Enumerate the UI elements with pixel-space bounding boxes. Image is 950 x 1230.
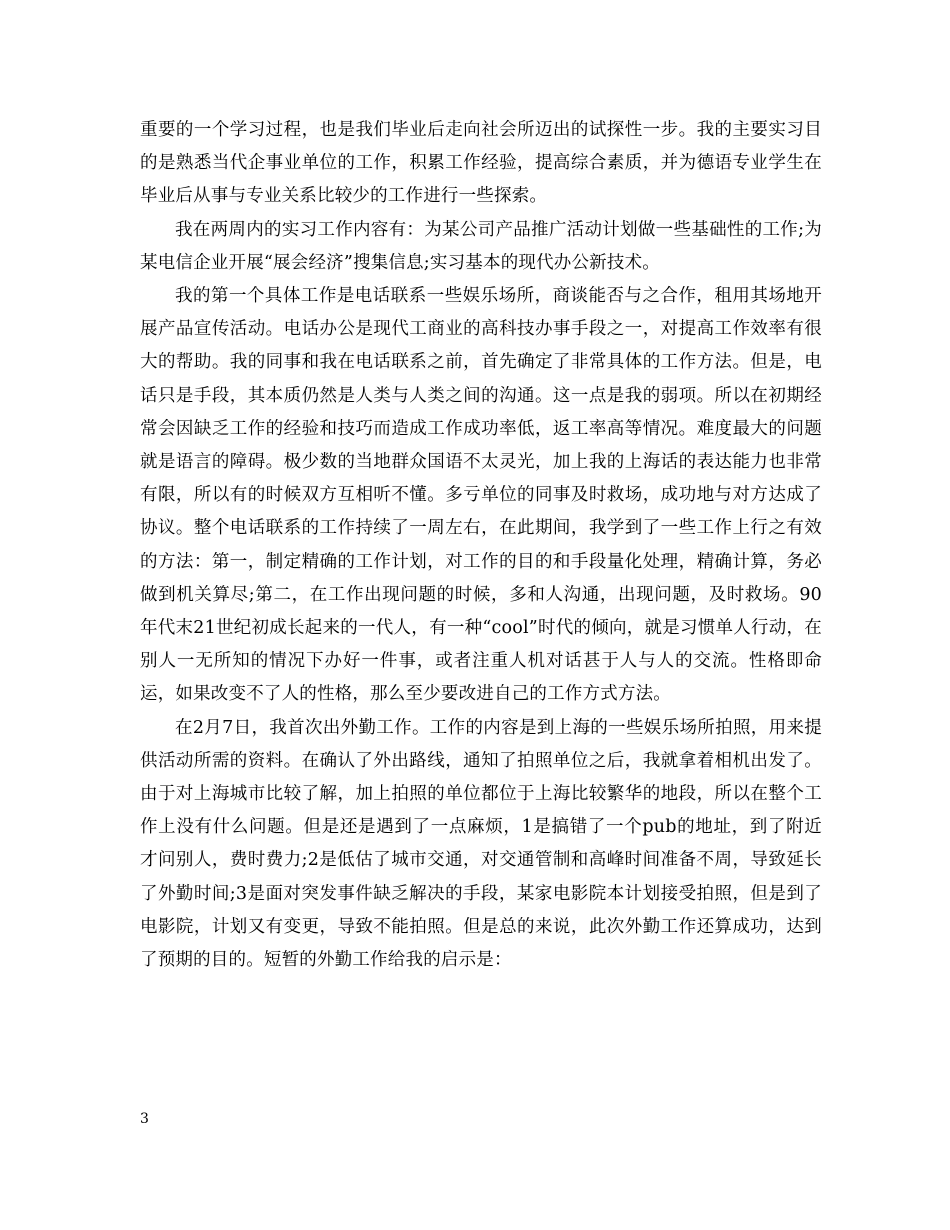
paragraph-4: 在2月7日，我首次出外勤工作。工作的内容是到上海的一些娱乐场所拍照，用来提供活动所需的资料。在确认了外出路线，通知了拍照单位之后，我就拿着相机出发了。由于对上海城市比较了解，加上拍照的单位都位于上海比较繁华的地段，所以在整个工作上没有什么问题。但是还是遇到了一点麻烦，1是搞错了一个pub的地址，到了附近才问别人，费时费力;2是低估了城市交通，对交通管制和高峰时间准备不周，导致延长了外勤时间;3是面对突发事件缺乏解决的手段，某家电影院本计划接受拍照，但是到了电影院，计划又有变更，导致不能拍照。但是总的来说，此次外勤工作还算成功，达到了预期的目的。短暂的外勤工作给我的启示是： (140, 717, 822, 971)
paragraph-3: 我的第一个具体工作是电话联系一些娱乐场所，商谈能否与之合作，租用其场地开展产品宣传活动。电话办公是现代工商业的高科技办事手段之一，对提高工作效率有很大的帮助。我的同事和我在电话联系之前，首先确定了非常具体的工作方法。但是，电话只是手段，其本质仍然是人类与人类之间的沟通。这一点是我的弱项。所以在初期经常会因缺乏工作的经验和技巧而造成工作成功率低，返工率高等情况。难度最大的问题就是语言的障碍。极少数的当地群众国语不太灵光，加上我的上海话的表达能力也非常有限，所以有的时候双方互相听不懂。多亏单位的同事及时救场，成功地与对方达成了协议。整个电话联系的工作持续了一周左右，在此期间，我学到了一些工作上行之有效的方法：第一，制定精确的工作计划，对工作的目的和手段量化处理，精确计算，务必做到机关算尽;第二，在工作出现问题的时候，多和人沟通，出现问题，及时救场。90年代末21世纪初成长起来的一代人，有一种“cool”时代的倾向，就是习惯单人行动，在别人一无所知的情况下办好一件事，或者注重人机对话甚于人与人的交流。性格即命运，如果改变不了人的性格，那么至少要改进自己的工作方式方法。 (140, 286, 822, 705)
body-text (140, 114, 822, 977)
paragraph-2: 我在两周内的实习工作内容有：为某公司产品推广活动计划做一些基础性的工作;为某电信企业开展“展会经济”搜集信息;实习基本的现代办公新技术。 (140, 219, 822, 273)
paragraph-1: 重要的一个学习过程，也是我们毕业后走向社会所迈出的试探性一步。我的主要实习目的是熟悉当代企事业单位的工作，积累工作经验，提高综合素质，并为德语专业学生在毕业后从事与专业关系比较少的工作进行一些探索。 (140, 120, 822, 207)
page-number: 3 (140, 1111, 149, 1127)
